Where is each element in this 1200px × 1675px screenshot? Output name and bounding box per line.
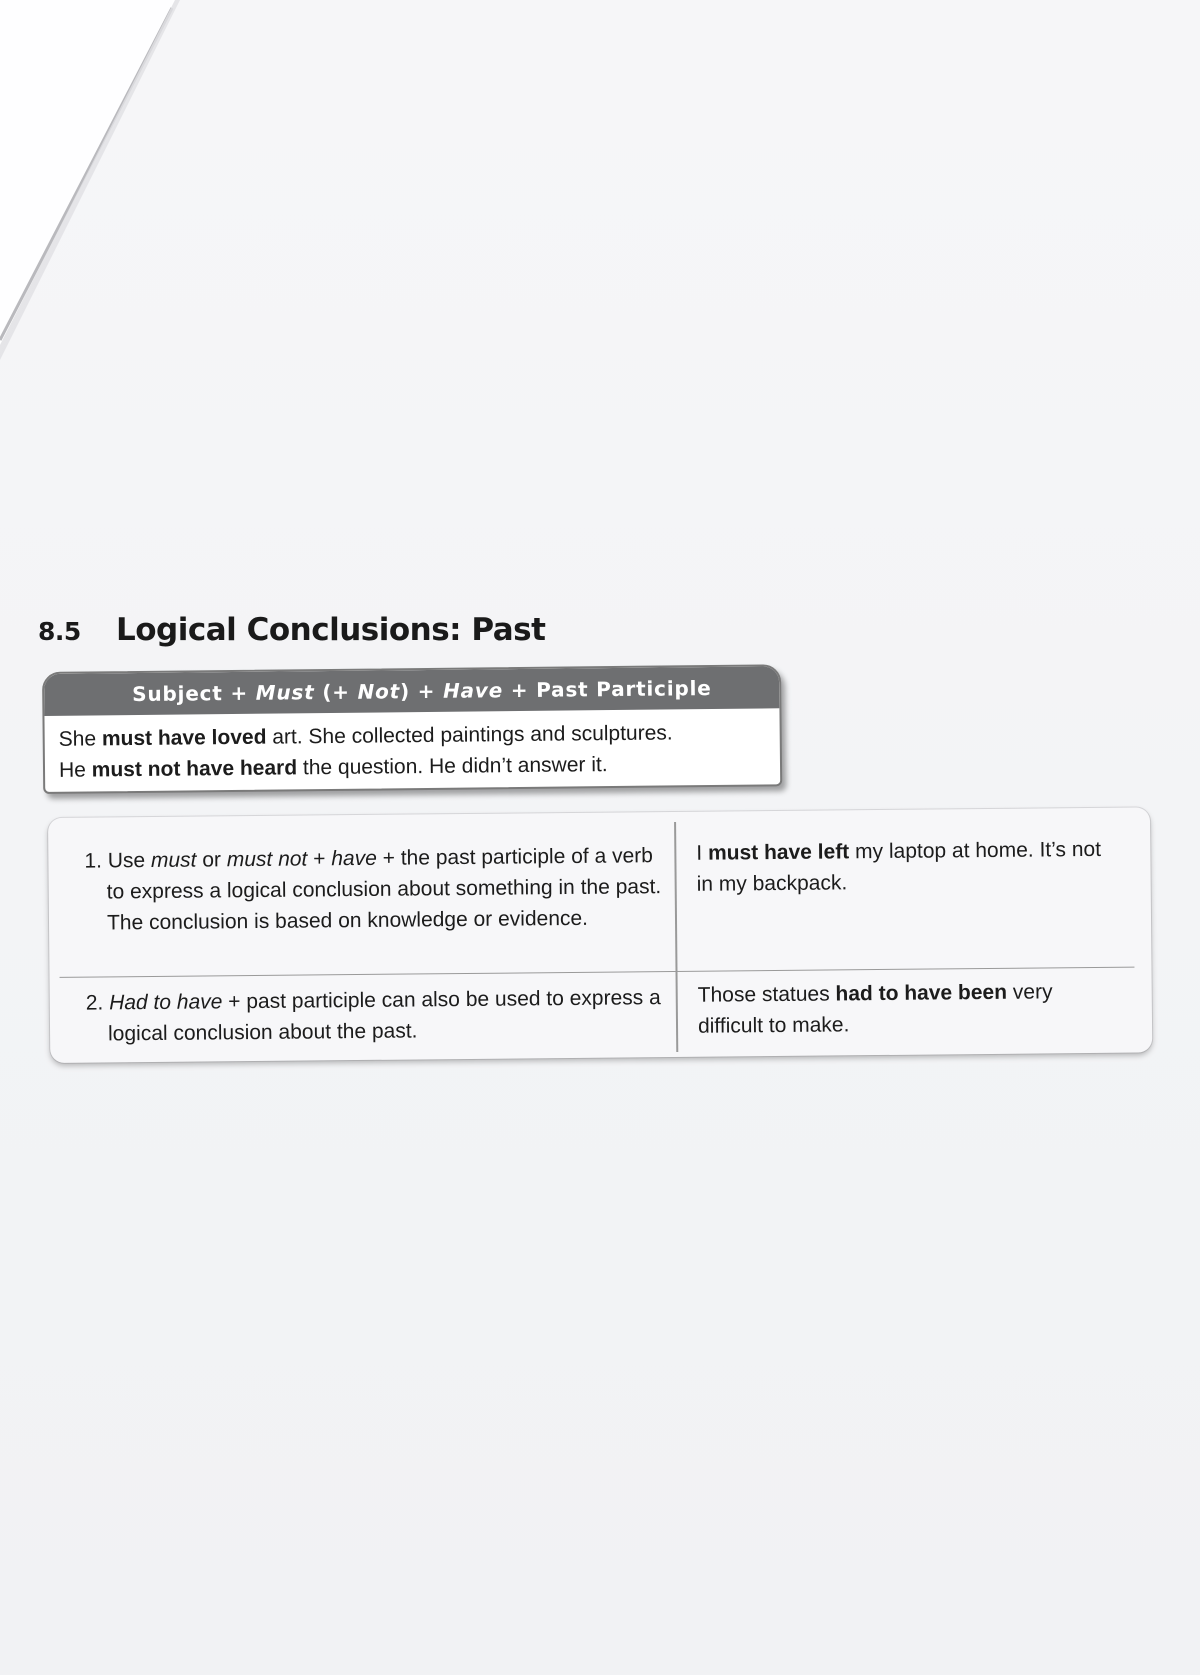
rule-text-segment: + xyxy=(307,847,332,871)
example-text: She xyxy=(58,727,103,751)
example-text: I xyxy=(696,841,709,865)
section-number: 8.5 xyxy=(38,617,81,646)
formula-part: ) + xyxy=(399,678,444,704)
formula-part: Must xyxy=(255,680,315,705)
rule-text-segment: must not xyxy=(226,847,308,872)
rule-segments xyxy=(103,986,661,1045)
example-highlight: must not have heard xyxy=(91,756,298,782)
formula-example xyxy=(59,747,766,785)
rule-text-segment: + the past participle of a verb to express a logical conclusion about something in the past. The conclusion is based on knowledge or evidence. xyxy=(106,844,662,935)
rule-text-segment: + past participle can also be used to express a logical conclusion about the past. xyxy=(107,986,661,1046)
rule-text-segment: Use xyxy=(101,849,152,873)
example-highlight: must have left xyxy=(707,840,850,865)
example-text: Those statues xyxy=(697,982,836,1007)
section-heading xyxy=(38,612,545,648)
rule-example xyxy=(696,834,1117,900)
formula-part: Subject + xyxy=(132,680,256,707)
rule-row xyxy=(58,820,1134,977)
rule-text-segment: must xyxy=(150,848,197,873)
example-text: art. She collected paintings and sculptures. xyxy=(266,721,673,749)
formula-part: Have xyxy=(442,678,504,703)
rule-segments xyxy=(102,844,661,934)
formula-part: (+ xyxy=(314,679,358,705)
example-highlight: had to have been xyxy=(835,980,1008,1006)
rule-text-segment: or xyxy=(196,848,227,872)
rule-text-segment: Had to have xyxy=(109,990,223,1015)
rule-row xyxy=(60,967,1136,1060)
example-text: He xyxy=(58,758,92,782)
formula-box xyxy=(42,664,782,794)
section-title: Logical Conclusions: Past xyxy=(116,612,546,648)
example-highlight: must have loved xyxy=(101,725,267,751)
rule-text-segment: have xyxy=(331,846,377,871)
formula-header xyxy=(44,666,779,716)
formula-part: Not xyxy=(357,679,401,704)
rule-explanation xyxy=(84,840,667,939)
example-text: my laptop at home. It’s not in my backpack. xyxy=(696,837,1102,896)
rule-explanation xyxy=(86,982,669,1050)
rule-number: 1. xyxy=(84,849,103,873)
formula-examples xyxy=(44,708,780,786)
formula-part: + Past Participle xyxy=(502,675,712,703)
rule-number: 2. xyxy=(85,991,104,1015)
example-text: the question. He didn’t answer it. xyxy=(296,753,608,780)
rule-example xyxy=(698,976,1119,1042)
folded-corner-shadow xyxy=(0,0,190,360)
example-text: very difficult to make. xyxy=(697,980,1053,1038)
rules-table xyxy=(48,807,1152,1063)
